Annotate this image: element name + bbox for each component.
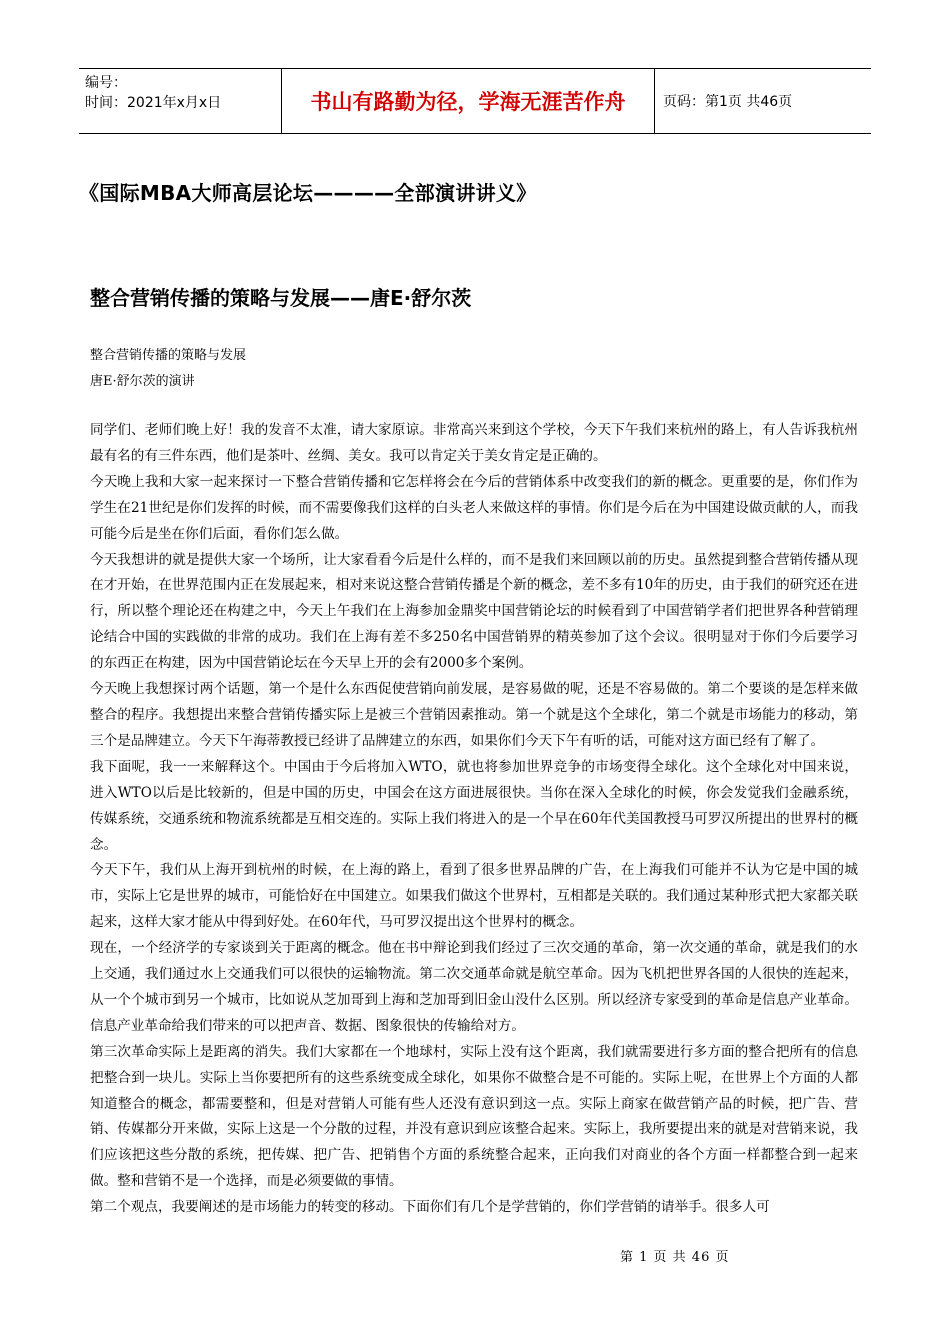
- number-label: 编号：: [85, 75, 127, 91]
- page-footer: 第 1 页 共 46 页: [620, 1250, 730, 1265]
- header-table: [79, 68, 871, 134]
- paragraph: 今天下午，我们从上海开到杭州的时候，在上海的路上，看到了很多世界品牌的广告，在上海我们可能并不认为它是中国的城市，实际上它是世界的城市，可能恰好在中国建立。如果我们做这个世界村，互相都是关联的。我们通过某种形式把大家都关联起来，这样大家才能从中得到好处。在60年代，马可罗汉提出这个世界村的概念。: [90, 862, 858, 931]
- body-text: [90, 418, 858, 1221]
- paragraph: 第二个观点，我要阐述的是市场能力的转变的移动。下面你们有几个是学营销的，你们学营销的请举手。很多人可: [90, 1199, 770, 1216]
- paragraph: 现在，一个经济学的专家谈到关于距离的概念。他在书中辩论到我们经过了三次交通的革命，第一次交通的革命，就是我们的水上交通，我们通过水上交通我们可以很快的运输物流。第二次交通革命就是航空革命。因为飞机把世界各国的人很快的连起来，从一个个城市到另一个城市，比如说从芝加哥到上海和芝加哥到旧金山没什么区别。所以经济专家受到的革命是信息产业革命。信息产业革命给我们带来的可以把声音、数据、图象很快的传输给对方。: [90, 940, 858, 1034]
- paragraph: 同学们、老师们晚上好！我的发音不太准，请大家原谅。非常高兴来到这个学校，今天下午我们来杭州的路上，有人告诉我杭州最有名的有三件东西，他们是茶叶、丝绸、美女。我可以肯定关于美女肯定是正确的。: [90, 422, 858, 464]
- motto: 书山有路勤为径，学海无涯苦作舟: [281, 69, 655, 133]
- page-info: 页码：第1页 共46页: [663, 94, 793, 110]
- paragraph: 今天晚上我想探讨两个话题，第一个是什么东西促使营销向前发展，是容易做的呢，还是不容易做的。第二个要谈的是怎样来做整合的程序。我想提出来整合营销传播实际上是被三个营销因素推动。第一个就是这个全球化，第二个就是市场能力的移动，第三个是品牌建立。今天下午海蒂教授已经讲了品牌建立的东西，如果你们今天下午有听的话，可能对这方面已经有了解了。: [90, 681, 858, 749]
- paragraph: 我下面呢，我一一来解释这个。中国由于今后将加入WTO，就也将参加世界竞争的市场变得全球化。这个全球化对中国来说，进入WTO以后是比较新的，但是中国的历史，中国会在这方面进展很快。当你在深入全球化的时候，你会发觉我们金融系统，传媒系统，交通系统和物流系统都是互相交连的。实际上我们将进入的是一个早在60年代美国教授马可罗汉所提出的世界村的概念。: [90, 758, 858, 853]
- paragraph: 第三次革命实际上是距离的消失。我们大家都在一个地球村，实际上没有这个距离，我们就需要进行多方面的整合把所有的信息把整合到一块儿。实际上当你要把所有的这些系统变成全球化，如果你不做整合是不可能的。实际上呢，在世界上个方面的人都知道整合的概念，都需要整和，但是对营销人可能有些人还没有意识到这一点。实际上商家在做营销产品的时候，把广告、营销、传媒都分开来做，实际上这是一个分散的过程，并没有意识到应该整合起来。实际上，我所要提出来的就是对营销来说，我们应该把这些分散的系统，把传媒、把广告、把销售个方面的系统整合起来，正向我们对商业的各个方面一样都整合到一起来做。整和营销不是一个选择，而是必须要做的事情。: [90, 1043, 858, 1190]
- lecture-title: 整合营销传播的策略与发展——唐E·舒尔茨: [90, 286, 472, 310]
- paragraph: 今天我想讲的就是提供大家一个场所，让大家看看今后是什么样的，而不是我们来回顾以前的历史。虽然提到整合营销传播从现在才开始，在世界范围内正在发展起来，相对来说这整合营销传播是个新的概念，差不多有10年的历史，由于我们的研究还在进行，所以整个理论还在构建之中，今天上午我们在上海参加金鼎奖中国营销论坛的时候看到了中国营销学者们把世界各种营销理论结合中国的实践做的非常的成功。我们在上海有差不多250名中国营销界的精英参加了这个会议。很明显对于你们今后要学习的东西正在构建，因为中国营销论坛在今天早上开的会有2000多个案例。: [90, 551, 858, 672]
- header-meta: [79, 69, 281, 133]
- paragraph: 今天晚上我和大家一起来探讨一下整合营销传播和它怎样将会在今后的营销体系中改变我们的新的概念。更重要的是，你们作为学生在21世纪是你们发挥的时候，而不需要像我们这样的白头老人来做这样的事情。你们是今后在为中国建设做贡献的人，而我可能今后是坐在你们后面，看你们怎么做。: [90, 473, 858, 542]
- series-title: 《国际MBA大师高层论坛————全部演讲讲义》: [79, 181, 537, 205]
- time-label: 时间：2021年x月x日: [85, 95, 222, 111]
- subtitle-line-2: 唐E·舒尔茨的演讲: [90, 374, 195, 389]
- subtitle-line-1: 整合营销传播的策略与发展: [90, 348, 247, 363]
